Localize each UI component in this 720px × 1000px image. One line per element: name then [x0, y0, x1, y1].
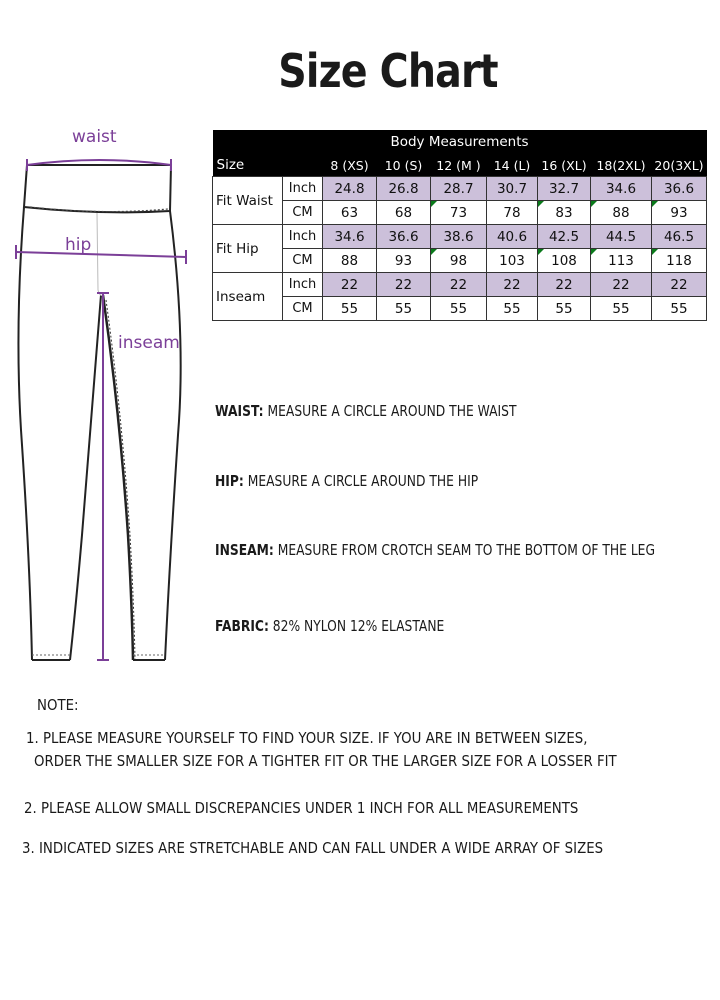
table-cell: 22	[652, 273, 707, 297]
table-cell: 55	[487, 297, 538, 321]
table-cell: 46.5	[652, 225, 707, 249]
table-cell: 55	[323, 297, 377, 321]
instruction-key: WAIST:	[215, 402, 264, 420]
waist-label: waist	[72, 127, 117, 147]
table-row	[213, 297, 707, 321]
unit-label: Inch	[283, 177, 323, 201]
table-cell: 98	[431, 249, 487, 273]
table-cell: 36.6	[377, 225, 431, 249]
note-item: ORDER THE SMALLER SIZE FOR A TIGHTER FIT OR THE LARGER SIZE FOR A LOSSER FIT	[34, 752, 617, 770]
page-title: Size Chart	[278, 44, 498, 98]
size-header-cell: 14 (L)	[487, 154, 538, 177]
size-header-cell: 8 (XS)	[323, 154, 377, 177]
table-caption: Body Measurements	[213, 130, 707, 154]
size-header-cell: 16 (XL)	[538, 154, 591, 177]
table-cell: 55	[591, 297, 652, 321]
table-row	[213, 249, 707, 273]
table-row	[213, 177, 707, 201]
table-cell: 22	[538, 273, 591, 297]
size-header: Size	[213, 154, 323, 177]
hip-label: hip	[65, 235, 92, 255]
table-cell: 55	[652, 297, 707, 321]
table-cell: 26.8	[377, 177, 431, 201]
note-heading: NOTE:	[37, 696, 79, 714]
table-cell: 40.6	[487, 225, 538, 249]
table-caption-row	[213, 130, 707, 154]
instruction-key: INSEAM:	[215, 541, 274, 559]
table-cell: 88	[323, 249, 377, 273]
table-cell: 30.7	[487, 177, 538, 201]
size-table	[212, 130, 707, 321]
instruction-hip	[215, 472, 478, 490]
instruction-text: MEASURE A CIRCLE AROUND THE HIP	[243, 472, 479, 490]
table-row	[213, 225, 707, 249]
size-header-cell: 10 (S)	[377, 154, 431, 177]
instruction-text: 82% NYLON 12% ELASTANE	[268, 617, 445, 635]
table-cell: 42.5	[538, 225, 591, 249]
table-cell: 88	[591, 201, 652, 225]
table-cell: 32.7	[538, 177, 591, 201]
table-cell: 22	[487, 273, 538, 297]
table-cell: 36.6	[652, 177, 707, 201]
table-cell: 83	[538, 201, 591, 225]
table-cell: 44.5	[591, 225, 652, 249]
table-cell: 93	[377, 249, 431, 273]
table-cell: 38.6	[431, 225, 487, 249]
table-cell: 34.6	[591, 177, 652, 201]
instruction-inseam	[215, 541, 655, 559]
instruction-waist	[215, 402, 516, 420]
note-item: 1. PLEASE MEASURE YOURSELF TO FIND YOUR SIZE. IF YOU ARE IN BETWEEN SIZES,	[26, 729, 588, 747]
table-cell: 108	[538, 249, 591, 273]
table-cell: 22	[591, 273, 652, 297]
size-header-cell: 12 (M )	[431, 154, 487, 177]
measurement-name: Inseam	[213, 273, 283, 321]
table-cell: 63	[323, 201, 377, 225]
leggings-icon	[0, 115, 200, 675]
table-cell: 24.8	[323, 177, 377, 201]
table-cell: 28.7	[431, 177, 487, 201]
instruction-key: HIP:	[215, 472, 244, 490]
table-row	[213, 201, 707, 225]
table-header-row	[213, 154, 707, 177]
size-header-cell: 20(3XL)	[652, 154, 707, 177]
leggings-illustration	[0, 115, 200, 675]
note-item: 2. PLEASE ALLOW SMALL DISCREPANCIES UNDER 1 INCH FOR ALL MEASUREMENTS	[24, 799, 579, 817]
table-row	[213, 273, 707, 297]
unit-label: CM	[283, 201, 323, 225]
table-cell: 103	[487, 249, 538, 273]
table-cell: 22	[323, 273, 377, 297]
instruction-fabric	[215, 617, 444, 635]
table-cell: 118	[652, 249, 707, 273]
table-cell: 55	[377, 297, 431, 321]
unit-label: CM	[283, 249, 323, 273]
table-cell: 22	[431, 273, 487, 297]
size-header-cell: 18(2XL)	[591, 154, 652, 177]
measurement-name: Fit Waist	[213, 177, 283, 225]
table-cell: 78	[487, 201, 538, 225]
table-cell: 55	[538, 297, 591, 321]
note-item: 3. INDICATED SIZES ARE STRETCHABLE AND CAN FALL UNDER A WIDE ARRAY OF SIZES	[22, 839, 604, 857]
unit-label: CM	[283, 297, 323, 321]
table-cell: 68	[377, 201, 431, 225]
unit-label: Inch	[283, 225, 323, 249]
inseam-label: inseam	[118, 333, 180, 353]
unit-label: Inch	[283, 273, 323, 297]
measurement-name: Fit Hip	[213, 225, 283, 273]
table-cell: 22	[377, 273, 431, 297]
table-cell: 55	[431, 297, 487, 321]
table-cell: 93	[652, 201, 707, 225]
table-cell: 73	[431, 201, 487, 225]
instruction-text: MEASURE A CIRCLE AROUND THE WAIST	[263, 402, 517, 420]
instruction-text: MEASURE FROM CROTCH SEAM TO THE BOTTOM OF THE LEG	[273, 541, 655, 559]
instruction-key: FABRIC:	[215, 617, 269, 635]
table-cell: 34.6	[323, 225, 377, 249]
table-cell: 113	[591, 249, 652, 273]
